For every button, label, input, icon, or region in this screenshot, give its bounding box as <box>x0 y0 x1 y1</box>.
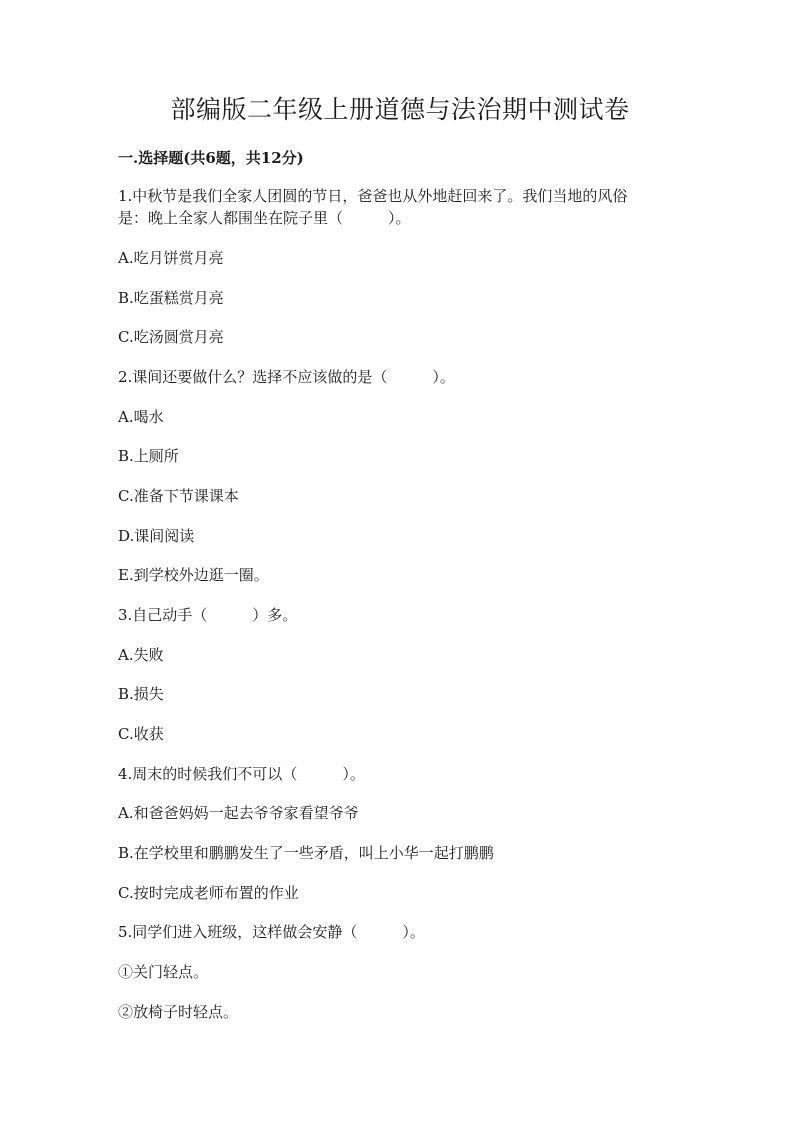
question-2-option-e: E.到学校外边逛一圈。 <box>118 566 269 584</box>
question-4-option-a: A.和爸爸妈妈一起去爷爷家看望爷爷 <box>118 804 359 822</box>
question-1-option-b: B.吃蛋糕赏月亮 <box>118 289 224 307</box>
question-5-item-1: ①关门轻点。 <box>118 963 209 981</box>
question-5-stem: 5.同学们进入班级，这样做会安静（ ）。 <box>118 923 425 941</box>
question-3-option-b: B.损失 <box>118 685 164 703</box>
question-3-option-c: C.收获 <box>118 725 164 743</box>
page-title: 部编版二年级上册道德与法治期中测试卷 <box>170 95 630 124</box>
question-1-stem-line-2: 是：晚上全家人都围坐在院子里（ ）。 <box>118 209 411 227</box>
question-3-stem: 3.自己动手（ ）多。 <box>118 606 298 624</box>
question-4-option-b: B.在学校里和鹏鹏发生了一些矛盾，叫上小华一起打鹏鹏 <box>118 844 494 862</box>
question-2-option-a: A.喝水 <box>118 408 164 426</box>
question-4-option-c: C.按时完成老师布置的作业 <box>118 884 299 902</box>
question-4-stem: 4.周末的时候我们不可以（ ）。 <box>118 765 365 783</box>
question-5-item-2: ②放椅子时轻点。 <box>118 1003 239 1021</box>
question-2-option-b: B.上厕所 <box>118 447 179 465</box>
question-1-stem-line-1: 1.中秋节是我们全家人团圆的节日，爸爸也从外地赶回来了。我们当地的风俗 <box>118 187 628 205</box>
section-heading: 一.选择题(共6题，共12分) <box>118 149 304 167</box>
question-1-option-a: A.吃月饼赏月亮 <box>118 249 224 267</box>
question-2-stem: 2.课间还要做什么？选择不应该做的是（ ）。 <box>118 368 455 386</box>
question-2-option-d: D.课间阅读 <box>118 527 195 545</box>
question-1-option-c: C.吃汤圆赏月亮 <box>118 328 224 346</box>
question-3-option-a: A.失败 <box>118 646 164 664</box>
question-2-option-c: C.准备下节课课本 <box>118 487 239 505</box>
